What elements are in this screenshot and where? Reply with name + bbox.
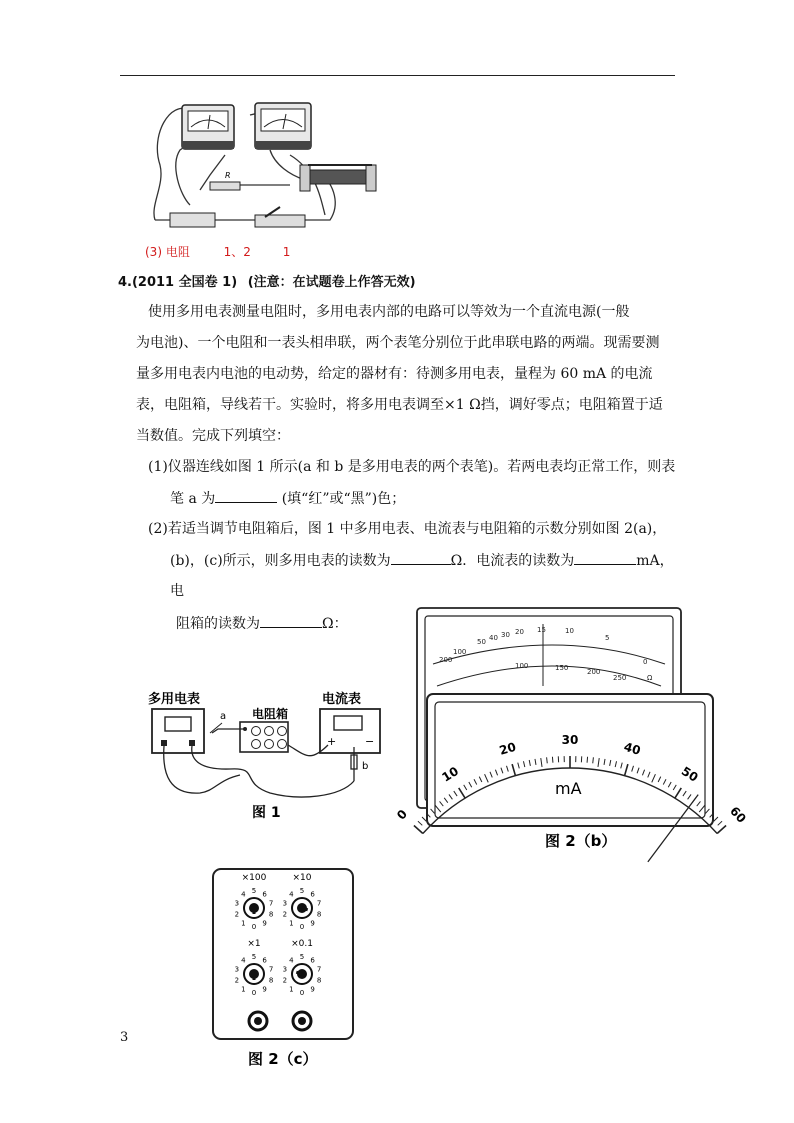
part1-prefix: 笔 a 为 bbox=[170, 491, 216, 507]
part1-suffix: (填“红”或“黑”)色； bbox=[277, 491, 406, 507]
dial-digit: 8 bbox=[268, 976, 274, 985]
dial-digit: 7 bbox=[316, 899, 322, 908]
dial-digit: 5 bbox=[251, 887, 257, 895]
dial-multiplier-label: ×0.1 bbox=[291, 939, 313, 949]
probe-a-label: a bbox=[220, 711, 227, 722]
scale-tick bbox=[718, 821, 722, 825]
scale-tick bbox=[717, 825, 726, 833]
ammeter-minus: − bbox=[365, 735, 375, 748]
dial-digit: 6 bbox=[262, 890, 267, 899]
dial-digit: 2 bbox=[234, 976, 240, 985]
scale-label: 10 bbox=[439, 763, 462, 785]
circuit-diagram-photo bbox=[140, 95, 390, 245]
figure-2b-caption: 图 2（b） bbox=[545, 832, 617, 850]
dial-digit: 7 bbox=[268, 899, 274, 908]
dial-digit: 1 bbox=[241, 985, 246, 994]
dial-digit: 3 bbox=[282, 965, 288, 974]
answer-blank-resbox[interactable] bbox=[260, 613, 322, 628]
dial-digit: 4 bbox=[289, 956, 294, 965]
part2-line4-suffix: Ω： bbox=[322, 616, 348, 632]
scale-tick bbox=[547, 757, 548, 763]
dial-digit: 5 bbox=[251, 953, 257, 961]
dial-digit: 6 bbox=[310, 956, 315, 965]
scale-label: 30 bbox=[561, 733, 579, 747]
dial-digit: 2 bbox=[234, 910, 240, 919]
part2-mid: Ω．电流表的读数为 bbox=[450, 553, 575, 569]
svg-text:200: 200 bbox=[439, 656, 453, 664]
dial-digit: 8 bbox=[316, 910, 322, 919]
dial-digit: 1 bbox=[289, 985, 294, 994]
question-number: 4. bbox=[118, 275, 132, 290]
part1-line-1: (1)仪器连线如图 1 所示(a 和 b 是多用电表的两个表笔)。若两电表均正常工作，则表 bbox=[148, 459, 676, 475]
dial-digit: 0 bbox=[251, 923, 257, 931]
dial-digit: 6 bbox=[310, 890, 315, 899]
dial-digit: 0 bbox=[299, 989, 305, 997]
scale-tick bbox=[422, 817, 426, 821]
dial-digit: 9 bbox=[310, 985, 315, 994]
figure-2c-caption: 图 2（c） bbox=[248, 1050, 318, 1068]
scale-tick bbox=[714, 817, 718, 821]
intro-line-1: 使用多用电表测量电阻时，多用电表内部的电路可以等效为一个直流电源(一般 bbox=[148, 304, 630, 320]
resistor-label: R bbox=[225, 171, 231, 180]
figure-1-caption: 图 1 bbox=[252, 805, 281, 821]
svg-text:100: 100 bbox=[453, 648, 467, 656]
svg-text:Ω: Ω bbox=[647, 674, 653, 682]
svg-text:200: 200 bbox=[587, 668, 601, 676]
svg-text:150: 150 bbox=[555, 664, 569, 672]
intro-line-5: 当数值。完成下列填空： bbox=[136, 428, 290, 444]
question-note: (注意：在试题卷上作答无效) bbox=[247, 275, 416, 290]
question-source: (2011 全国卷 1) bbox=[131, 275, 238, 290]
scale-tick bbox=[414, 825, 423, 833]
scale-tick bbox=[593, 757, 594, 763]
milliamp-unit: mA bbox=[555, 779, 582, 798]
intro-line-2: 为电池)、一个电阻和一表头相串联，两个表笔分别位于此串联电路的两端。现需要测 bbox=[136, 335, 660, 351]
scale-tick bbox=[552, 757, 553, 763]
dial-digit: 9 bbox=[310, 919, 315, 928]
svg-text:20: 20 bbox=[515, 628, 524, 636]
scale-label: 0 bbox=[394, 806, 411, 823]
header-rule bbox=[120, 75, 675, 76]
figure-2b bbox=[394, 606, 749, 856]
answer-blank-multimeter[interactable] bbox=[391, 550, 451, 565]
dial-digit: 4 bbox=[241, 890, 246, 899]
part2-line-1: (2)若适当调节电阻箱后，图 1 中多用电表、电流表与电阻箱的示数分别如图 2(a)， bbox=[148, 521, 667, 537]
svg-text:100: 100 bbox=[515, 662, 529, 670]
svg-text:5: 5 bbox=[605, 634, 610, 642]
svg-text:50: 50 bbox=[477, 638, 486, 646]
multimeter-label: 多用电表 bbox=[148, 692, 201, 707]
scale-label: 60 bbox=[727, 803, 749, 826]
part1-line-2 bbox=[170, 488, 405, 509]
dial-digit: 0 bbox=[251, 989, 257, 997]
dial-digit: 5 bbox=[299, 953, 305, 961]
dial-digit: 9 bbox=[262, 919, 267, 928]
prev-answer-label: (3) 电阻 bbox=[145, 245, 190, 259]
probe-b-label: b bbox=[362, 761, 369, 772]
scale-label: 50 bbox=[678, 763, 701, 785]
prev-answer-num2: 1 bbox=[282, 245, 291, 259]
part2-line-3: 电 bbox=[170, 583, 184, 599]
dial-digit: 6 bbox=[262, 956, 267, 965]
dial-multiplier-label: ×10 bbox=[292, 873, 312, 883]
part2-suffix: mA， bbox=[636, 553, 674, 569]
page-number: 3 bbox=[120, 1030, 129, 1045]
answer-blank-ammeter[interactable] bbox=[574, 550, 636, 565]
dial-digit: 3 bbox=[234, 965, 240, 974]
svg-text:30: 30 bbox=[501, 631, 510, 639]
scale-label: 20 bbox=[497, 739, 518, 758]
intro-line-3: 量多用电表内电池的电动势，给定的器材有：待测多用电表，量程为 60 mA 的电流 bbox=[136, 366, 653, 382]
dial-digit: 0 bbox=[299, 923, 305, 931]
prev-answer-line bbox=[145, 243, 290, 260]
dial-digit: 4 bbox=[241, 956, 246, 965]
part2-line-2 bbox=[170, 550, 674, 571]
svg-text:10: 10 bbox=[565, 627, 574, 635]
dial-digit: 3 bbox=[282, 899, 288, 908]
prev-answer-num1: 1、2 bbox=[223, 245, 251, 259]
dial-digit: 2 bbox=[282, 976, 288, 985]
dial-digit: 2 bbox=[282, 910, 288, 919]
scale-label: 40 bbox=[622, 739, 643, 758]
question-heading bbox=[118, 271, 416, 290]
dial-digit: 1 bbox=[289, 919, 294, 928]
intro-line-4: 表，电阻箱，导线若干。实验时，将多用电表调至×1 Ω挡，调好零点；电阻箱置于适 bbox=[136, 397, 663, 413]
svg-text:40: 40 bbox=[489, 634, 498, 642]
part2-line4-prefix: 阻箱的读数为 bbox=[176, 616, 260, 632]
dial-digit: 5 bbox=[299, 887, 305, 895]
svg-text:15: 15 bbox=[537, 626, 546, 634]
ammeter-label: 电流表 bbox=[322, 692, 362, 707]
svg-text:0: 0 bbox=[643, 658, 648, 666]
ammeter-plus: + bbox=[327, 735, 337, 748]
part2-prefix: (b)，(c)所示，则多用电表的读数为 bbox=[170, 553, 391, 569]
answer-blank-color[interactable] bbox=[215, 488, 277, 503]
scale-tick bbox=[418, 821, 422, 825]
dial-digit: 3 bbox=[234, 899, 240, 908]
scale-tick bbox=[587, 757, 588, 763]
dial-digit: 7 bbox=[316, 965, 322, 974]
dial-multiplier-label: ×1 bbox=[247, 939, 261, 949]
dial-multiplier-label: ×100 bbox=[241, 873, 267, 883]
dial-digit: 1 bbox=[241, 919, 246, 928]
resistance-box-label: 电阻箱 bbox=[252, 707, 289, 721]
dial-digit: 7 bbox=[268, 965, 274, 974]
figure-1 bbox=[140, 685, 380, 825]
dial-digit: 4 bbox=[289, 890, 294, 899]
dial-digit: 9 bbox=[262, 985, 267, 994]
resistance-box-panel bbox=[213, 869, 353, 1039]
part2-line-4 bbox=[176, 613, 348, 634]
dial-digit: 8 bbox=[268, 910, 274, 919]
dial-digit: 8 bbox=[316, 976, 322, 985]
figure-2c bbox=[210, 866, 360, 1076]
svg-text:250: 250 bbox=[613, 674, 627, 682]
